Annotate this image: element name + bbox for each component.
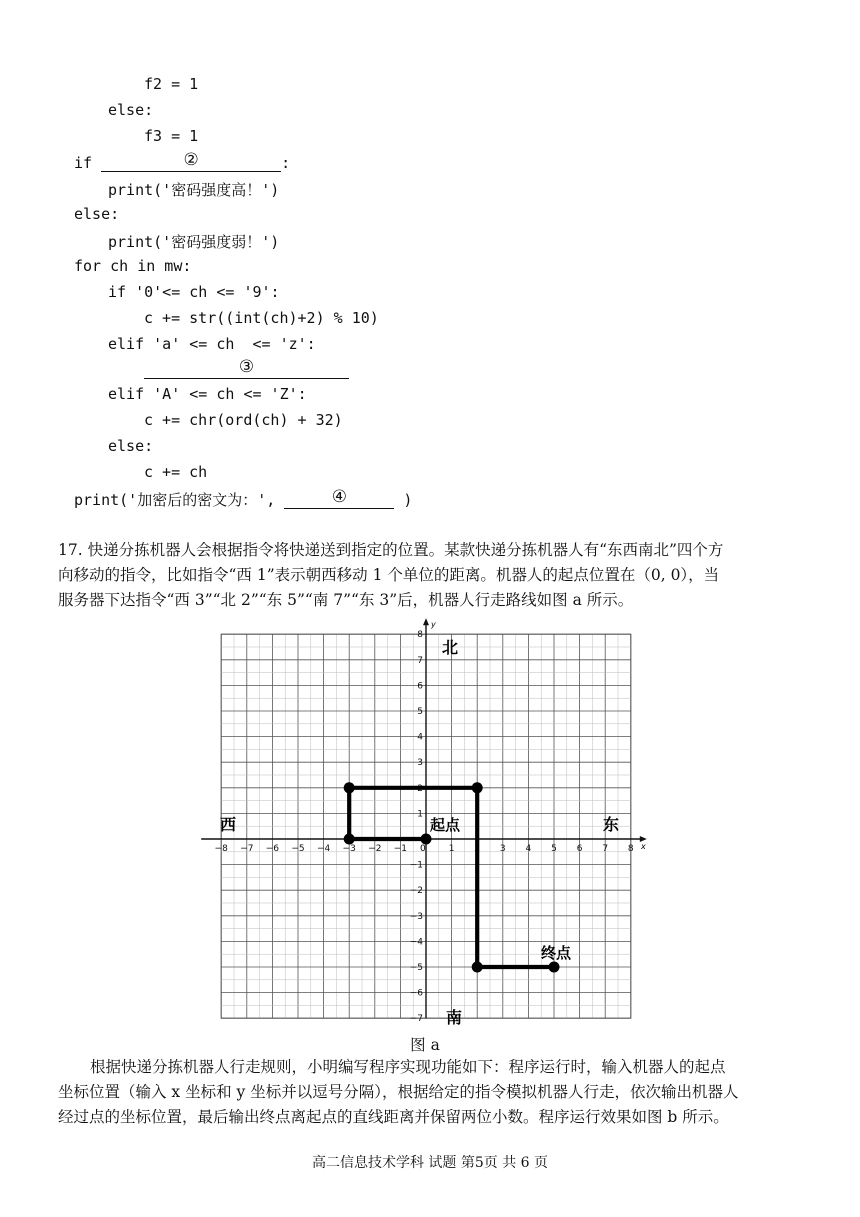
- x-tick-label: 6: [576, 844, 583, 854]
- y-tick-label: 5: [417, 707, 423, 717]
- x-tick-label: −1: [393, 844, 408, 854]
- route-point: [549, 962, 560, 973]
- y-tick-label: 7: [417, 655, 423, 666]
- x-tick-label: 8: [627, 844, 634, 854]
- x-tick-label: −3: [342, 844, 356, 854]
- y-tick-label: 1: [417, 809, 423, 820]
- y-tick-label: −4: [409, 937, 423, 948]
- blank-number: ④: [331, 487, 347, 507]
- blank-number: ③: [238, 357, 255, 377]
- x-tick-label: 4: [525, 844, 532, 854]
- code-line: print('密码强度高！'): [108, 181, 280, 199]
- question-line: 服务器下达指令“西 3”“北 2”“东 5”“南 7”“东 3”后，机器人行走路线如图 a 所示。: [58, 591, 634, 609]
- x-tick-label: 3: [499, 844, 506, 854]
- y-axis-label: y: [431, 620, 436, 629]
- code-line: print('密码强度弱！'): [108, 233, 280, 251]
- code-colon: :: [281, 154, 291, 172]
- x-tick-label: 2: [474, 844, 481, 854]
- code-line: elif 'A' <= ch <= 'Z':: [108, 385, 307, 403]
- code-line: elif 'a' <= ch <= 'z':: [108, 335, 316, 353]
- code-close-paren: ): [394, 491, 413, 509]
- code-print: print('加密后的密文为：',: [74, 491, 285, 509]
- y-tick-label: −1: [409, 860, 423, 871]
- y-tick-label: 8: [417, 630, 423, 641]
- south-label: 南: [446, 1008, 463, 1027]
- code-line: c += str((int(ch)+2) % 10): [144, 309, 379, 327]
- route-point: [472, 962, 483, 973]
- route-point: [344, 782, 355, 793]
- page-footer: 高二信息技术学科 试题 第5页 共 6 页: [311, 1155, 549, 1171]
- x-tick-label: −4: [316, 844, 331, 854]
- code-line: if '0'<= ch <= '9':: [108, 283, 280, 301]
- east-label: 东: [603, 815, 620, 834]
- y-tick-label: −5: [409, 963, 423, 973]
- y-tick-label: 4: [417, 732, 423, 743]
- end-label: 终点: [541, 944, 572, 962]
- y-tick-label: 3: [417, 758, 423, 769]
- x-tick-label: −5: [291, 844, 305, 854]
- description-line: 经过点的坐标位置，最后输出终点离起点的直线距离并保留两位小数。程序运行效果如图 b 所示。: [58, 1108, 729, 1126]
- question-line: 向移动的指令，比如指令“西 1”表示朝西移动 1 个单位的距离。机器人的起点位置在（0, 0），当: [58, 566, 720, 584]
- west-label: 西: [220, 815, 237, 834]
- route-point: [421, 834, 432, 845]
- code-line: c += chr(ord(ch) + 32): [144, 411, 343, 429]
- y-tick-label: −7: [409, 1014, 423, 1025]
- description-line: 坐标位置（输入 x 坐标和 y 坐标并以逗号分隔），根据给定的指令模拟机器人行走，依次输出机器人: [58, 1083, 739, 1101]
- description-line: 根据快递分拣机器人行走规则，小明编写程序实现功能如下：程序运行时，输入机器人的起点: [90, 1058, 726, 1076]
- code-line: c += ch: [144, 463, 208, 481]
- start-label: 起点: [430, 816, 461, 834]
- code-line: for ch in mw:: [74, 257, 192, 275]
- x-tick-label: 5: [551, 844, 557, 854]
- blank-number: ②: [183, 150, 199, 170]
- x-axis-label: x: [641, 842, 646, 851]
- code-line: else:: [74, 205, 120, 223]
- x-tick-label: −8: [214, 844, 228, 854]
- x-tick-label: −6: [265, 844, 280, 854]
- y-tick-label: −3: [409, 911, 423, 922]
- north-label: 北: [442, 638, 459, 657]
- route-point: [472, 782, 483, 793]
- origin-label: 0: [420, 844, 426, 854]
- x-tick-label: −2: [368, 844, 382, 854]
- question-line: 17. 快递分拣机器人会根据指令将快递送到指定的位置。某款快递分拣机器人有“东西南北”四个方: [58, 541, 724, 559]
- code-line: else:: [108, 101, 154, 119]
- y-tick-label: 2: [417, 783, 423, 794]
- y-tick-label: 6: [417, 681, 423, 692]
- x-tick-label: 7: [602, 844, 609, 854]
- y-axis-arrow-icon: [423, 618, 429, 625]
- code-line: else:: [108, 437, 154, 455]
- code-line: f3 = 1: [144, 127, 199, 145]
- y-tick-label: −2: [409, 886, 423, 897]
- figure-caption: 图 a: [410, 1036, 440, 1054]
- y-tick-label: −6: [409, 988, 423, 999]
- x-tick-label: −7: [240, 844, 254, 854]
- code-keyword: if: [74, 154, 102, 172]
- route-point: [344, 834, 355, 845]
- x-tick-label: 1: [448, 844, 455, 854]
- code-line: f2 = 1: [144, 75, 199, 93]
